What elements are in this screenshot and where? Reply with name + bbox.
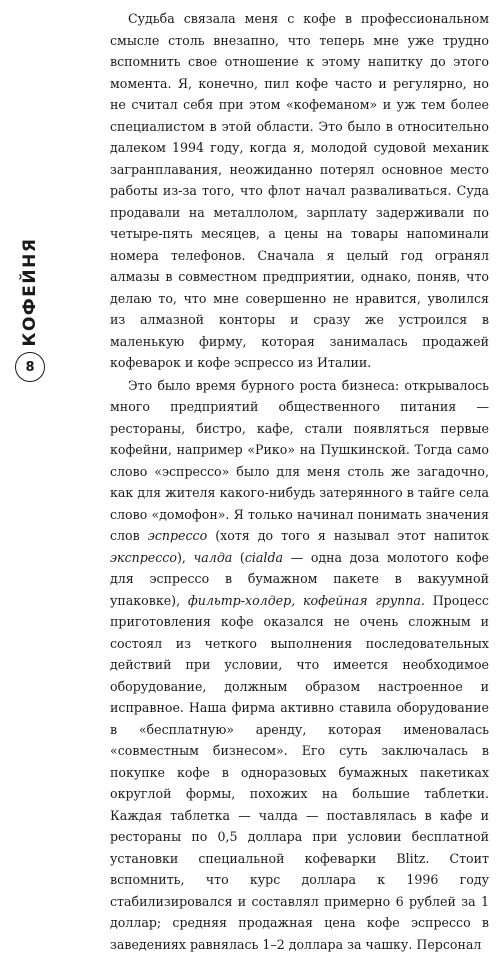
- text-run: (: [232, 550, 245, 565]
- chapter-side-tab: [10, 262, 50, 402]
- text-run: — одна доза молотого кофе для эспрессо в бумажном пакете в вакуумной упаковке),: [110, 550, 489, 608]
- text-run: ),: [177, 550, 194, 565]
- italic-term: эспрессо: [148, 528, 207, 543]
- text-run: Это было время бурного роста бизнеса: открывалось много предприятий общественного питания — рестораны, бистро, кафе, стали появляться первые кофейни, например «Рико» на Пушкинской. Тогда само слово «эспрессо» было для меня столь же загадочно, как для жителя какого-нибудь затерянного в тайге села слово «домофон». Я только начинал понимать значения слов: [110, 378, 489, 544]
- page-number: 8: [15, 352, 45, 382]
- paragraph: [110, 8, 489, 374]
- italic-term: экспрессо: [110, 550, 177, 565]
- text-run: (хотя до того я называл этот напиток: [207, 528, 489, 543]
- chapter-title: КОФЕЙНЯ: [20, 238, 40, 347]
- text-run: Судьба связала меня с кофе в профессиональном смысле столь внезапно, что теперь мне уже трудно вспомнить свое отношение к этому напитку до этого момента. Я, конечно, пил кофе часто и регулярно, но не считал себя при этом «кофеманом» и уж тем более специалистом в этой области. Это было в относительно далеком 1994 году, когда я, молодой судовой механик загранплавания, неожиданно потерял основное место работы из-за того, что флот начал разваливаться. Суда продавали на металлолом, зарплату задерживали по четыре-пять месяцев, а цены на товары напоминали номера телефонов. Сначала я целый год огранял алмазы в совместном предприятии, однако, поняв, что делаю то, что мне совершенно не нравится, уволился из алмазной конторы и сразу же устроился в маленькую фирму, которая занималась продажей кофеварок и кофе эспрессо из Италии.: [110, 11, 489, 370]
- text-run: . Процесс приготовления кофе оказался не очень сложным и состоял из четкого выполнения последовательных действий при условии, что имеется необходимое оборудование, должным образом настроенное и исправное. Наша фирма активно ставила оборудование в «бесплатную» аренду, которая именовалась «совместным бизнесом». Его суть заключалась в покупке кофе в одноразовых бумажных пакетиках округлой формы, похожих на большие таблетки. Каждая таблетка — чалда — поставлялась в кафе и рестораны по 0,5 доллара при условии бесплатной установки специальной кофеварки Blitz. Стоит вспомнить, что курс доллара к 1996 году стабилизировался и составлял примерно 6 рублей за 1 доллар; средняя продажная цена кофе эспрессо в заведениях равнялась 1–2 доллара за чашку. Персонал: [110, 593, 489, 952]
- paragraph: [110, 375, 489, 955]
- body-text: [110, 8, 489, 955]
- italic-term: cialda: [245, 550, 283, 565]
- italic-term: чалда: [193, 550, 232, 565]
- italic-term: фильтр-холдер, кофейная группа: [188, 593, 421, 608]
